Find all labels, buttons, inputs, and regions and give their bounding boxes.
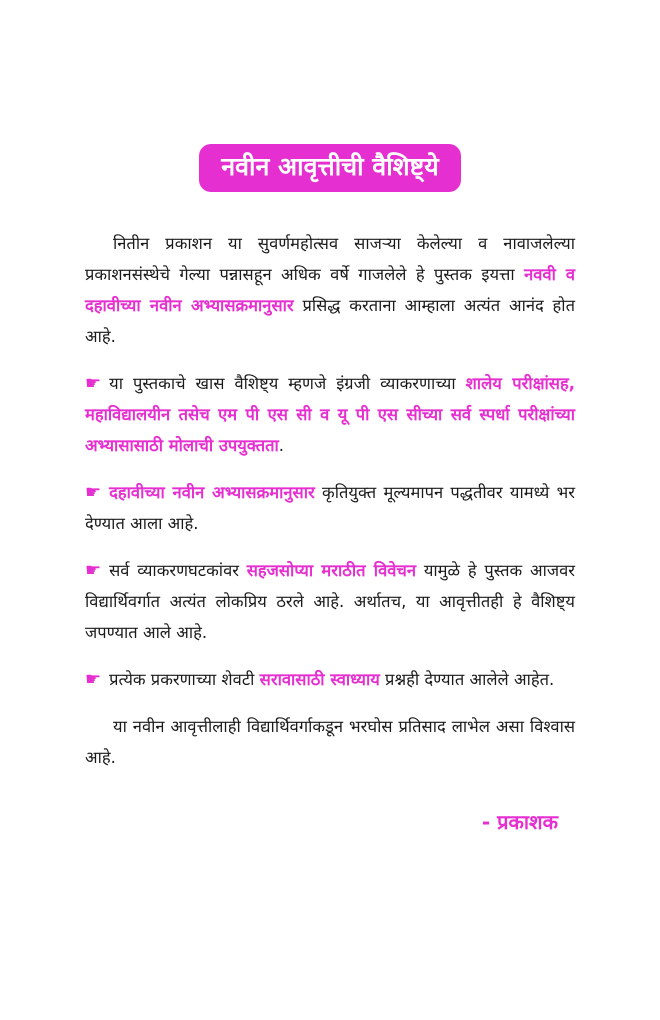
title-wrap <box>0 144 660 192</box>
feature-paragraph: ☛ सर्व व्याकरणघटकांवर सहजसोप्या मराठीत विवेचन यामुळे हे पुस्तक आजवर विद्यार्थिवर्गात अत्यंत लोकप्रिय ठरले आहे. अर्थातच, या आवृत्तीतही हे वैशिष्ट्य जपण्यात आले आहे. <box>85 560 576 642</box>
feature-paragraph: ☛ या पुस्तकाचे खास वैशिष्ट्य म्हणजे इंग्रजी व्याकरणाच्या शालेय परीक्षांसह, महाविद्यालयीन तसेच एम पी एस सी व यू पी एस सीच्या सर्व स्पर्धा परीक्षांच्या अभ्यासासाठी मोलाची उपयुक्तता. <box>85 373 575 455</box>
feature-paragraph: ☛ दहावीच्या नवीन अभ्यासक्रमानुसार कृतियुक्त मूल्यमापन पद्धतीवर यामध्ये भर देण्यात आला आहे. <box>85 482 575 533</box>
intro-highlight: नववी व दहावीच्या नवीन अभ्यासक्रमानुसार <box>85 265 575 315</box>
feature-highlight: शालेय परीक्षांसह, महाविद्यालयीन तसेच एम पी एस सी व यू पी एस सीच्या सर्व स्पर्धा परीक्षांच्या अभ्यासासाठी मोलाची उपयुक्तता <box>85 374 575 455</box>
feature-highlight: सहजसोप्या मराठीत विवेचन <box>246 561 417 580</box>
pointing-hand-icon: ☛ <box>85 669 102 690</box>
preface-content <box>85 228 575 789</box>
signature: - प्रकाशक <box>481 810 558 834</box>
pointing-hand-icon: ☛ <box>85 560 102 581</box>
feature-highlight: दहावीच्या नवीन अभ्यासक्रमानुसार <box>109 483 315 502</box>
feature-paragraph: ☛ प्रत्येक प्रकरणाच्या शेवटी सरावासाठी स्वाध्याय प्रश्नही देण्यात आलेले आहेत. <box>85 669 555 690</box>
pointing-hand-icon: ☛ <box>85 373 102 394</box>
feature-highlight: सरावासाठी स्वाध्याय <box>259 670 380 689</box>
pointing-hand-icon: ☛ <box>85 482 102 503</box>
page-title: नवीन आवृत्तीची वैशिष्ट्ये <box>199 144 461 192</box>
closing-paragraph: या नवीन आवृत्तीलाही विद्यार्थिवर्गाकडून भरघोस प्रतिसाद लाभेल असा विश्वास आहे. <box>85 717 575 767</box>
intro-paragraph: नितीन प्रकाशन या सुवर्णमहोत्सव साजऱ्या केलेल्या व नावाजलेल्या प्रकाशनसंस्थेचे गेल्या पन्नासहून अधिक वर्षे गाजलेले हे पुस्तक इयत्ता नववी व दहावीच्या नवीन अभ्यासक्रमानुसार प्रसिद्ध करताना आम्हाला अत्यंत आनंद होत आहे. <box>85 234 575 346</box>
